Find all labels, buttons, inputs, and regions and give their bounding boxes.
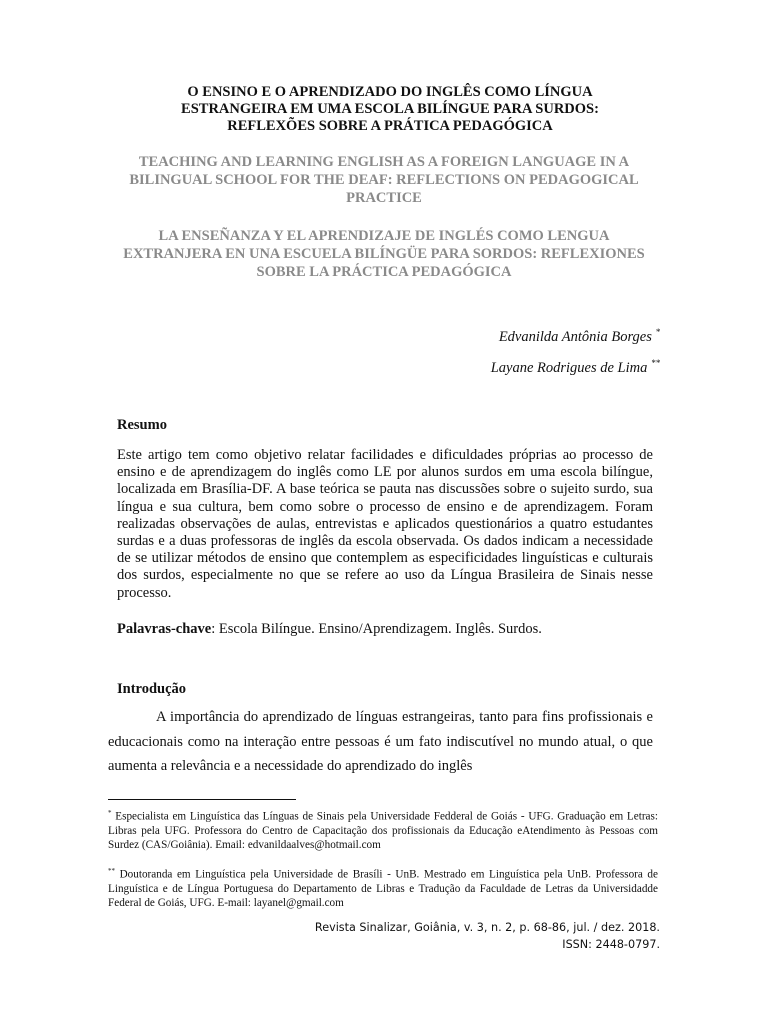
keywords-list: : Escola Bilíngue. Ensino/Aprendizagem. Inglês. Surdos. — [211, 621, 542, 637]
introduction-text: A importância do aprendizado de línguas estrangeiras, tanto para fins profissionais e educacionais como na interação entre pessoas é um fato indiscutível no mundo atual, o que aumenta a relevância e a necessidade do aprendizado do inglês — [108, 709, 653, 774]
author-1-name: Edvanilda Antônia Borges — [498, 328, 656, 345]
author-1-footnote-mark: * — [655, 327, 660, 337]
introduction-heading: Introdução — [117, 681, 187, 697]
author-2-footnote-mark: ** — [651, 358, 660, 368]
footnote-1-mark: * — [108, 809, 112, 817]
footnote-2-mark: ** — [108, 867, 115, 875]
author-2 — [491, 354, 660, 377]
journal-footer — [140, 919, 660, 953]
title-spanish: LA ENSEÑANZA Y EL APRENDIZAJE DE INGLÉS COMO LENGUA EXTRANJERA EN UNA ESCUELA BILÍNGÜE PARA SORDOS: REFLEXIONES SOBRE LA PRÁCTICA PEDAGÓGICA — [123, 228, 645, 280]
keywords — [117, 620, 653, 638]
abstract-text: Este artigo tem como objetivo relatar facilidades e dificuldades próprias ao processo de ensino e de aprendizagem do inglês como LE por alunos surdos em uma escola bilíngue, localizada em Brasília-DF. A base teórica se pauta nas discussões sobre o sujeito surdo, sua língua e sua cultura, bem como sobre o processo de ensino e de aprendizagem. Foram realizadas observações de aulas, entrevistas e aplicados questionários a quatro estudantes surdas e a duas professoras de inglês da escola observada. Os dados indicam a necessidade de se utilizar métodos de ensino que contemplem as especificidades linguísticas e culturais dos surdos, especialmente no que se refere ao uso da Língua Brasileira de Sinais nesse processo. — [117, 447, 653, 601]
abstract-heading: Resumo — [117, 417, 167, 433]
journal-issn: ISSN: 2448-0797. — [562, 938, 660, 951]
author-1 — [499, 323, 660, 346]
title-english: TEACHING AND LEARNING ENGLISH AS A FOREIGN LANGUAGE IN A BILINGUAL SCHOOL FOR THE DEAF: REFLECTIONS ON PEDAGOGICAL PRACTICE — [129, 154, 639, 206]
footnote-1 — [108, 806, 658, 852]
footnote-1-text: Especialista em Linguística das Línguas de Sinais pela Universidade Fedderal de Goiás - UFG. Graduação em Letras: Libras pela UFG. Professora do Centro de Capacitação dos profissionais da Educação eAtendimento às Pessoas com Surdez (CAS/Goiânia). Email: edvanildaalves@hotmail.com — [108, 810, 658, 851]
footnote-separator — [108, 799, 296, 800]
journal-citation: Revista Sinalizar, Goiânia, v. 3, n. 2, p. 68-86, jul. / dez. 2018. — [314, 921, 660, 934]
footnote-2-text: Doutoranda em Linguística pela Universidade de Brasíli - UnB. Mestrado em Linguística pela UnB. Professora de Linguística e de Língua Portuguesa do Departamento de Libras e Tradução da Faculdade de Letras da Universidadde Federal de Goiás, UFG. E-mail: layanel@gmail.com — [108, 868, 658, 909]
footnote-2 — [108, 864, 658, 910]
author-2-name: Layane Rodrigues de Lima — [490, 359, 651, 376]
keywords-label: Palavras-chave — [117, 621, 212, 637]
title-portuguese: O ENSINO E O APRENDIZADO DO INGLÊS COMO LÍNGUA ESTRANGEIRA EM UMA ESCOLA BILÍNGUE PARA SURDOS: REFLEXÕES SOBRE A PRÁTICA PEDAGÓGICA — [181, 84, 599, 134]
